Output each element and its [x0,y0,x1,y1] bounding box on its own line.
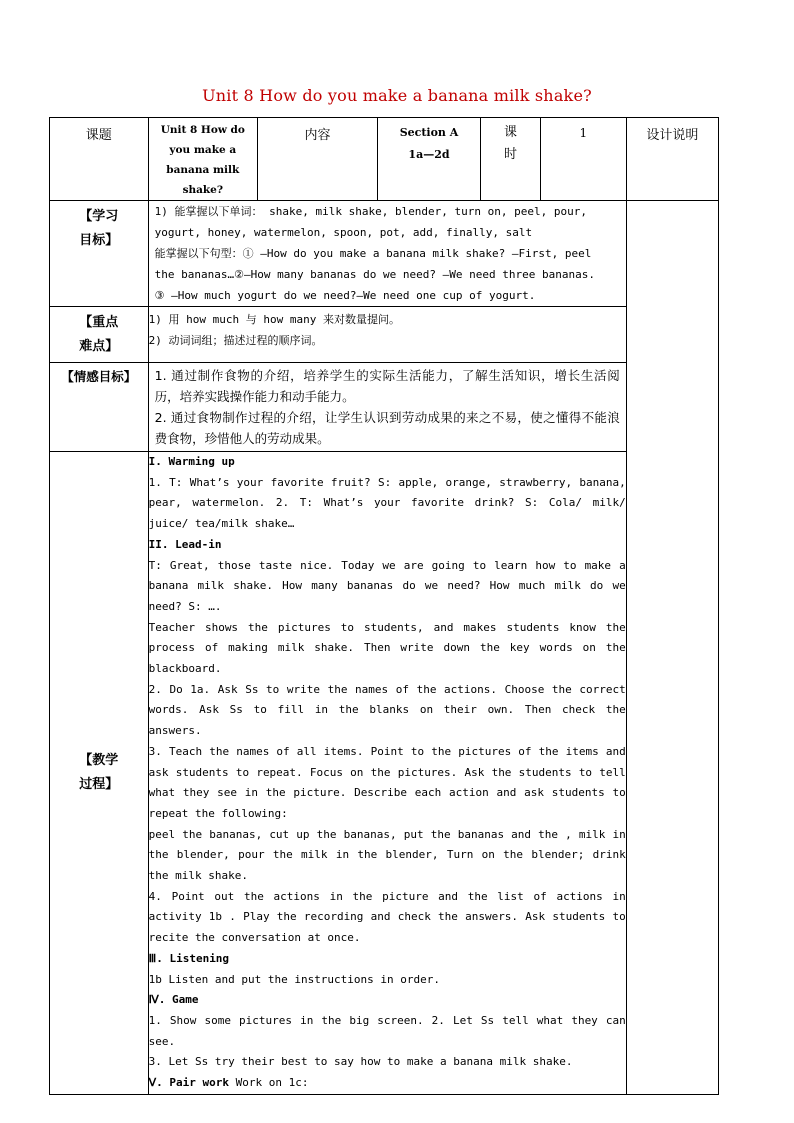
objectives-line: ③ —How much yogurt do we need?—We need one cup of yogurt. [154,289,536,302]
content-value-line1: Section A [399,126,459,139]
section-heading: Ⅲ. Listening [148,951,230,965]
topic-label: 课题 [85,128,112,143]
topic-value-cell [148,118,257,201]
key-points-label-cell [50,307,149,363]
content-label: 内容 [304,128,331,143]
key-point-line: 1) 用 how much 与 how many 来对数量提问。 [148,313,400,326]
process-row [50,452,719,1095]
objectives-label-cell [50,201,149,307]
topic-value: Unit 8 How do you make a banana milk shake? [160,124,245,196]
section-heading: Ⅴ. Pair work [148,1076,229,1090]
process-content [148,452,626,1095]
period-label-cell [480,118,540,201]
objectives-line: 能掌握以下句型：① —How do you make a banana milk shake? —First, peel [154,247,592,260]
period-label-2: 时 [503,147,517,162]
objectives-content [148,201,626,307]
objectives-row [50,201,719,307]
content-value-cell [378,118,481,201]
pair-work-text: Work on 1c: [229,1076,309,1090]
paragraph: 3. Let Ss try their best to say how to make a banana milk shake. [148,1055,573,1069]
key-points-content [148,307,626,363]
paragraph: 4. Point out the actions in the picture and the list of actions in activity 1b . Play the recording and check the answers. Ask students to recite the conversation at once. [148,889,626,945]
paragraph: T: Great, those taste nice. Today we are going to learn how to make a banana milk shake. How many bananas do we need? How much milk do we need? S: …. [148,558,626,613]
emotion-label: 【情感目标】 [61,369,137,384]
emotion-line: 2. 通过食物制作过程的介绍，让学生认识到劳动成果的来之不易，使之懂得不能浪费食物，珍惜他人的劳动成果。 [154,410,620,446]
design-notes-label: 设计说明 [646,128,699,143]
section-heading: II. Lead-in [148,537,222,551]
process-label-2: 过程】 [79,776,119,792]
paragraph: 2. Do 1a. Ask Ss to write the names of the actions. Choose the correct words. Ask Ss to fill in the blanks on their own. Then check the answers. [148,682,626,738]
period-value-cell [540,118,626,201]
emotion-row [50,363,719,452]
objectives-line: the bananas…②—How many bananas do we need? —We need three bananas. [154,268,595,281]
objectives-label-1: 【学习 [79,209,119,224]
section-heading: Ⅳ. Game [148,993,199,1007]
topic-label-cell [50,118,149,201]
process-label-cell [50,452,149,1095]
key-points-label-1: 【重点 [79,315,119,330]
content-value-line2: 1a—2d [408,148,450,161]
section-heading: I. Warming up [148,455,235,468]
paragraph: Teacher shows the pictures to students, and makes students know the process of making milk shake. Then write down the key words on the blackboard. [148,620,626,676]
objectives-label-2: 目标】 [79,233,119,248]
design-notes-column [626,201,718,1095]
key-points-label-2: 难点】 [79,339,119,354]
objectives-line: 1) 能掌握以下单词： shake, milk shake, blender, turn on, peel, pour, [154,205,587,218]
emotion-line: 1. 通过制作食物的介绍，培养学生的实际生活能力，了解生活知识，增长生活阅历，培养实践操作能力和动手能力。 [154,368,620,404]
paragraph: peel the bananas, cut up the bananas, put the bananas and the , milk in the blender, pour the milk in the blender, Turn on the blender; drink the milk shake. [148,827,626,883]
objectives-line: yogurt, honey, watermelon, spoon, pot, add, finally, salt [154,226,533,239]
header-row [50,118,719,201]
emotion-content [148,363,626,452]
emotion-label-cell [50,363,149,452]
page-title: Unit 8 How do you make a banana milk shake? [202,86,592,105]
period-label-1: 课 [503,125,517,140]
period-value: 1 [579,126,588,140]
key-point-line: 2) 动词词组；描述过程的顺序词。 [148,334,323,347]
paragraph: 1. Show some pictures in the big screen. 2. Let Ss tell what they can see. [148,1013,626,1048]
paragraph: 1. T: What’s your favorite fruit? S: apple, orange, strawberry, banana, pear, watermelon. 2. T: What’s your favorite drink? S: Cola/ milk/ juice/ tea/milk shake… [148,475,626,531]
design-label-cell [626,118,718,201]
process-label-1: 【教学 [79,752,119,768]
lesson-plan-table [49,117,719,1095]
paragraph: 1b Listen and put the instructions in order. [148,972,441,986]
content-label-cell [257,118,377,201]
paragraph: 3. Teach the names of all items. Point to the pictures of the items and ask students to repeat. Focus on the pictures. Ask the students to tell what they see in the picture. Describe each action and ask students to repeat the following: [148,744,626,820]
pair-work-line [149,1073,626,1094]
key-points-row [50,307,719,363]
